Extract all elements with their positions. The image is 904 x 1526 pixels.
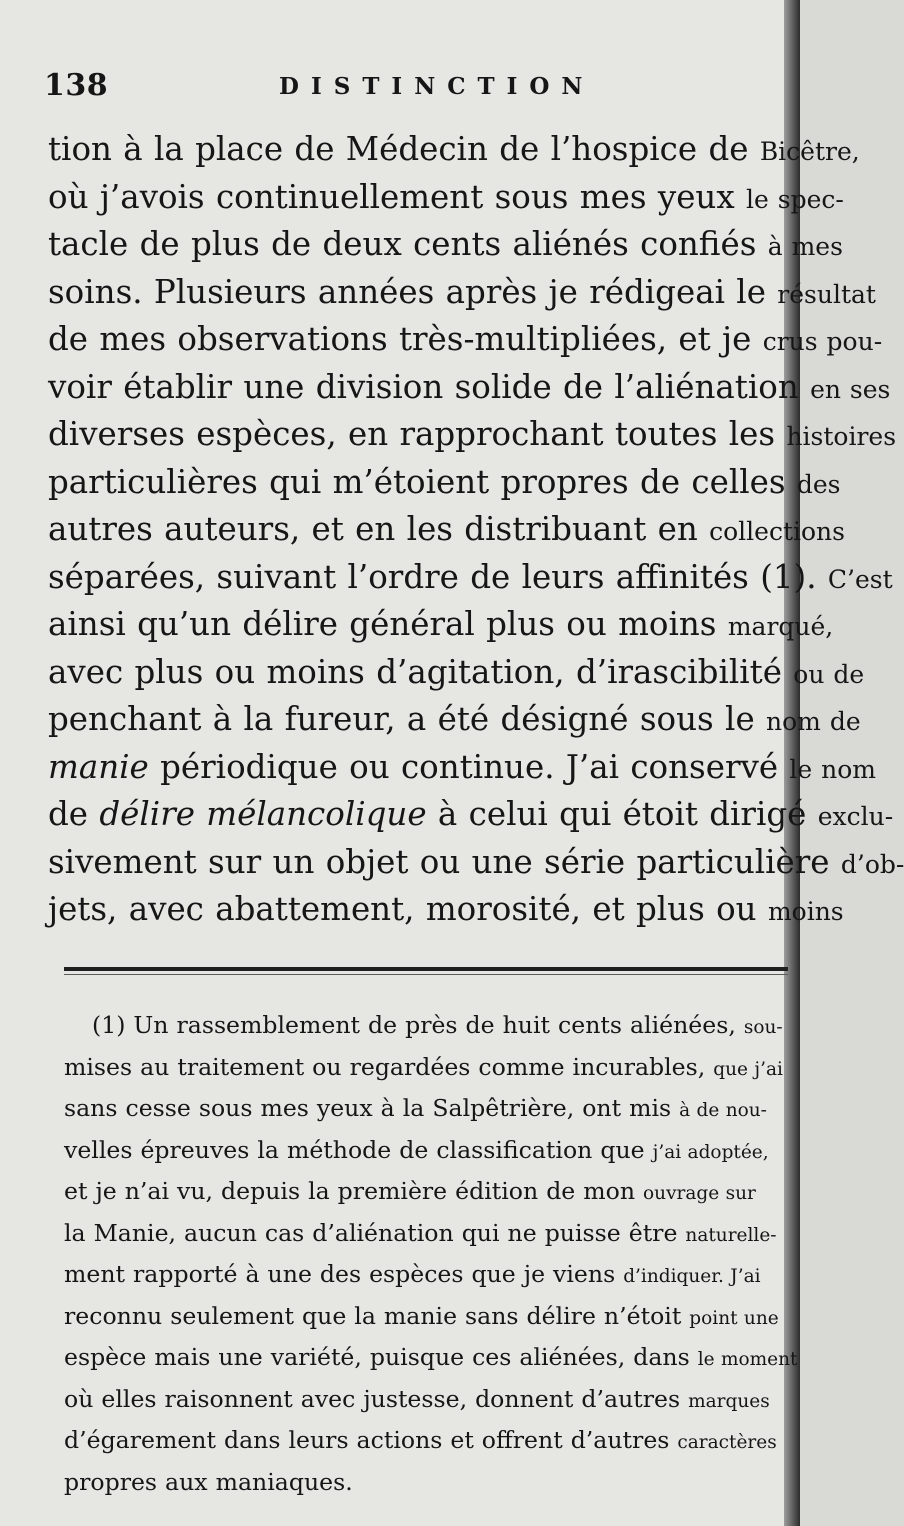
footnote-line-main: reconnu seulement que la manie sans délire n’étoit <box>64 1301 690 1330</box>
text-line-main: où j’avois continuellement sous mes yeux <box>48 177 747 216</box>
footnote-line-main: la Manie, aucun cas d’aliénation qui ne puisse être <box>64 1218 686 1247</box>
text-line <box>48 269 876 317</box>
text-line-main: tion à la place de Médecin de l’hospice de <box>48 130 760 168</box>
text-line-main: séparées, suivant l’ordre de leurs affinités (1). <box>48 557 828 596</box>
text-line-main: autres auteurs, et en les distribuant en <box>48 510 710 548</box>
text-line-pre: de <box>48 795 100 833</box>
footnote-line <box>64 1420 794 1462</box>
footnote-line <box>64 1379 794 1421</box>
text-line-main: particulières qui m’étoient propres de celles <box>48 462 797 501</box>
text-line-main: jets, avec abattement, morosité, et plus ou <box>48 890 768 928</box>
text-line <box>48 411 897 459</box>
text-line <box>48 791 894 839</box>
footnote-line <box>64 1088 794 1130</box>
text-line-tail: des <box>796 469 841 499</box>
text-line-tail: C’est <box>827 564 893 594</box>
text-line-main: voir établir une division solide de l’aliénation <box>48 367 811 406</box>
footnote-line-main: ment rapporté à une des espèces que je viens <box>64 1260 624 1288</box>
footnote-line-tail: à de nou- <box>679 1100 767 1121</box>
footnote-line-main: propres aux maniaques. <box>64 1467 353 1496</box>
footnote-line <box>64 1462 794 1504</box>
footnote-line <box>64 1213 794 1255</box>
text-line-main: penchant à la fureur, a été désigné sous le <box>48 700 767 738</box>
text-line-tail: exclu- <box>817 802 894 831</box>
footnote <box>64 1005 798 1503</box>
text-line-tail: marqué, <box>727 612 834 641</box>
text-line-tail: résultat <box>777 279 876 309</box>
text-line <box>48 839 904 887</box>
footnote-line-tail: que j’ai <box>713 1058 783 1080</box>
main-text <box>48 126 904 934</box>
text-line <box>48 174 844 222</box>
page-header <box>44 68 754 112</box>
text-line-italic: délire mélancolique <box>99 795 427 833</box>
footnote-line <box>64 1296 794 1338</box>
text-line <box>48 744 877 792</box>
footnote-line-main: et je n’ai vu, depuis la première édition de mon <box>64 1177 644 1205</box>
running-head: DISTINCTION <box>279 73 595 100</box>
footnote-separator <box>64 967 788 971</box>
footnote-line <box>64 1171 794 1213</box>
text-line <box>48 506 845 554</box>
footnote-line-main: d’égarement dans leurs actions et offrent d’autres <box>64 1426 678 1454</box>
footnote-separator-hairline <box>64 974 788 975</box>
footnote-line <box>64 1005 794 1047</box>
text-line-tail: à mes <box>767 232 843 261</box>
footnote-line <box>64 1337 798 1379</box>
footnote-line-tail: d’indiquer. J’ai <box>623 1266 761 1287</box>
footnote-line-tail: marques <box>688 1390 770 1412</box>
footnote-line <box>64 1254 794 1296</box>
footnote-line-tail: sou- <box>743 1017 783 1038</box>
text-line-main: ainsi qu’un délire général plus ou moins <box>48 605 728 643</box>
text-line-main: de mes observations très-multipliées, et je <box>48 320 763 358</box>
text-line-tail: crus pou- <box>762 327 883 356</box>
footnote-line-main: mises au traitement ou regardées comme incurables, <box>64 1052 714 1081</box>
text-line <box>48 696 861 744</box>
footnote-line <box>64 1130 794 1172</box>
text-line-tail: ou de <box>793 659 865 689</box>
text-line-italic: manie <box>48 747 149 786</box>
text-line-main: périodique ou continue. J’ai conservé <box>148 747 790 786</box>
text-line-main: diverses espèces, en rapprochant toutes les <box>48 415 787 453</box>
footnote-line-main: sans cesse sous mes yeux à la Salpêtrière, ont mis <box>64 1094 680 1122</box>
text-line-main: soins. Plusieurs années après je rédigeai le <box>48 272 778 311</box>
text-line-main: avec plus ou moins d’agitation, d’irascibilité <box>48 652 794 691</box>
text-line-tail: collections <box>709 517 845 546</box>
text-line <box>48 649 865 697</box>
footnote-line-main: où elles raisonnent avec justesse, donnent d’autres <box>64 1384 689 1413</box>
footnote-line <box>64 1047 794 1089</box>
text-line <box>48 364 891 412</box>
text-line <box>48 221 843 269</box>
text-line-tail: histoires <box>786 422 897 451</box>
text-line <box>48 601 834 649</box>
text-line <box>48 459 841 507</box>
text-line-main: sivement sur un objet ou une série particulière <box>48 842 841 881</box>
footnote-line-tail: le moment <box>697 1349 798 1370</box>
footnote-line-tail: j’ai adoptée, <box>652 1141 769 1163</box>
footnote-line-main: velles épreuves la méthode de classification que <box>64 1135 653 1164</box>
text-line-tail: le spec- <box>746 184 844 214</box>
footnote-line-tail: ouvrage sur <box>643 1183 756 1204</box>
text-line <box>48 886 844 934</box>
footnote-line-main: (1) Un rassemblement de près de huit cents aliénées, <box>92 1011 744 1039</box>
footnote-line-main: espèce mais une variété, puisque ces aliénées, dans <box>64 1343 698 1371</box>
text-line-main: à celui qui étoit dirigé <box>426 795 818 833</box>
text-line-tail: en ses <box>810 374 891 404</box>
text-line-tail: moins <box>767 897 844 926</box>
footnote-line-tail: caractères <box>677 1432 777 1453</box>
footnote-line-tail: naturelle- <box>685 1224 777 1246</box>
text-line-tail: le nom <box>789 754 877 784</box>
text-line <box>48 126 860 174</box>
text-line-tail: Bicêtre, <box>759 137 860 166</box>
text-line <box>48 554 893 602</box>
text-line-tail: nom de <box>766 707 861 736</box>
text-line-main: tacle de plus de deux cents aliénés confiés <box>48 225 768 263</box>
text-line-tail: d’ob- <box>840 849 904 879</box>
footnote-line-tail: point une <box>689 1307 779 1329</box>
text-line <box>48 316 883 364</box>
page-number: 138 <box>44 68 109 103</box>
